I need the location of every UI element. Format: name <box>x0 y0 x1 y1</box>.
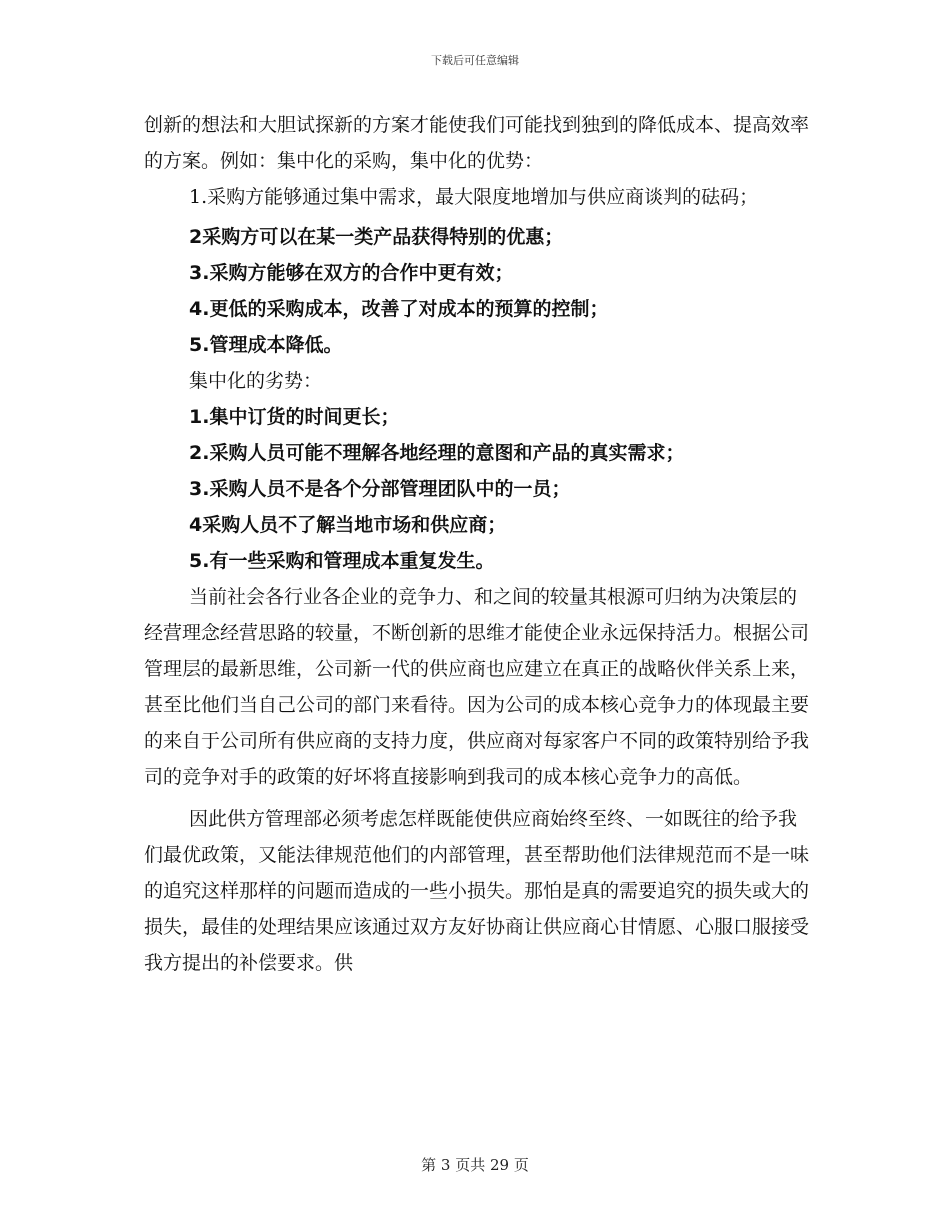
management-paragraph: 因此供方管理部必须考虑怎样既能使供应商始终至终、一如既往的给予我们最优政策，又能法律规范他们的内部管理，甚至帮助他们法律规范而不是一味的追究这样那样的问题而造成的一些小损失。那怕是真的需要追究的损失或大的损失，最佳的处理结果应该通过双方友好协商让供应商心甘情愿、心服口服接受我方提出的补偿要求。供 <box>144 808 810 974</box>
advantage-item-1: 1.采购方能够通过集中需求，最大限度地增加与供应商谈判的砝码； <box>189 186 759 208</box>
advantage-item-2: 2采购方可以在某一类产品获得特别的优惠； <box>189 226 564 248</box>
disadvantage-item-3: 3.采购人员不是各个分部管理团队中的一员； <box>189 478 571 500</box>
disadvantage-heading: 集中化的劣势： <box>189 370 323 392</box>
competition-paragraph: 当前社会各行业各企业的竞争力、和之间的较量其根源可归纳为决策层的经营理念经营思路的较量，不断创新的思维才能使企业永远保持活力。根据公司管理层的最新思维，公司新一代的供应商也应建立在真正的战略伙伴关系上来，甚至比他们当自己公司的部门来看待。因为公司的成本核心竞争力的体现最主要的来自于公司所有供应商的支持力度，供应商对每家客户不同的政策特别给予我司的竞争对手的政策的好坏将直接影响到我司的成本核心竞争力的高低。 <box>144 586 810 788</box>
page-header: 下载后可任意编辑 <box>431 54 519 67</box>
document-body <box>144 107 809 981</box>
disadvantage-item-4: 4采购人员不了解当地市场和供应商； <box>189 514 507 536</box>
advantage-item-5: 5.管理成本降低。 <box>189 334 343 356</box>
disadvantage-item-5: 5.有一些采购和管理成本重复发生。 <box>189 550 495 572</box>
disadvantage-item-2: 2.采购人员可能不理解各地经理的意图和产品的真实需求； <box>189 442 685 464</box>
advantage-item-3: 3.采购方能够在双方的合作中更有效； <box>189 262 514 284</box>
page-footer: 第 3 页共 29 页 <box>421 1156 529 1174</box>
advantage-item-4: 4.更低的采购成本，改善了对成本的预算的控制； <box>189 298 609 320</box>
intro-paragraph: 创新的想法和大胆试探新的方案才能使我们可能找到独到的降低成本、提高效率的方案。例如：集中化的采购，集中化的优势： <box>144 114 810 172</box>
disadvantage-item-1: 1.集中订货的时间更长； <box>189 406 400 428</box>
